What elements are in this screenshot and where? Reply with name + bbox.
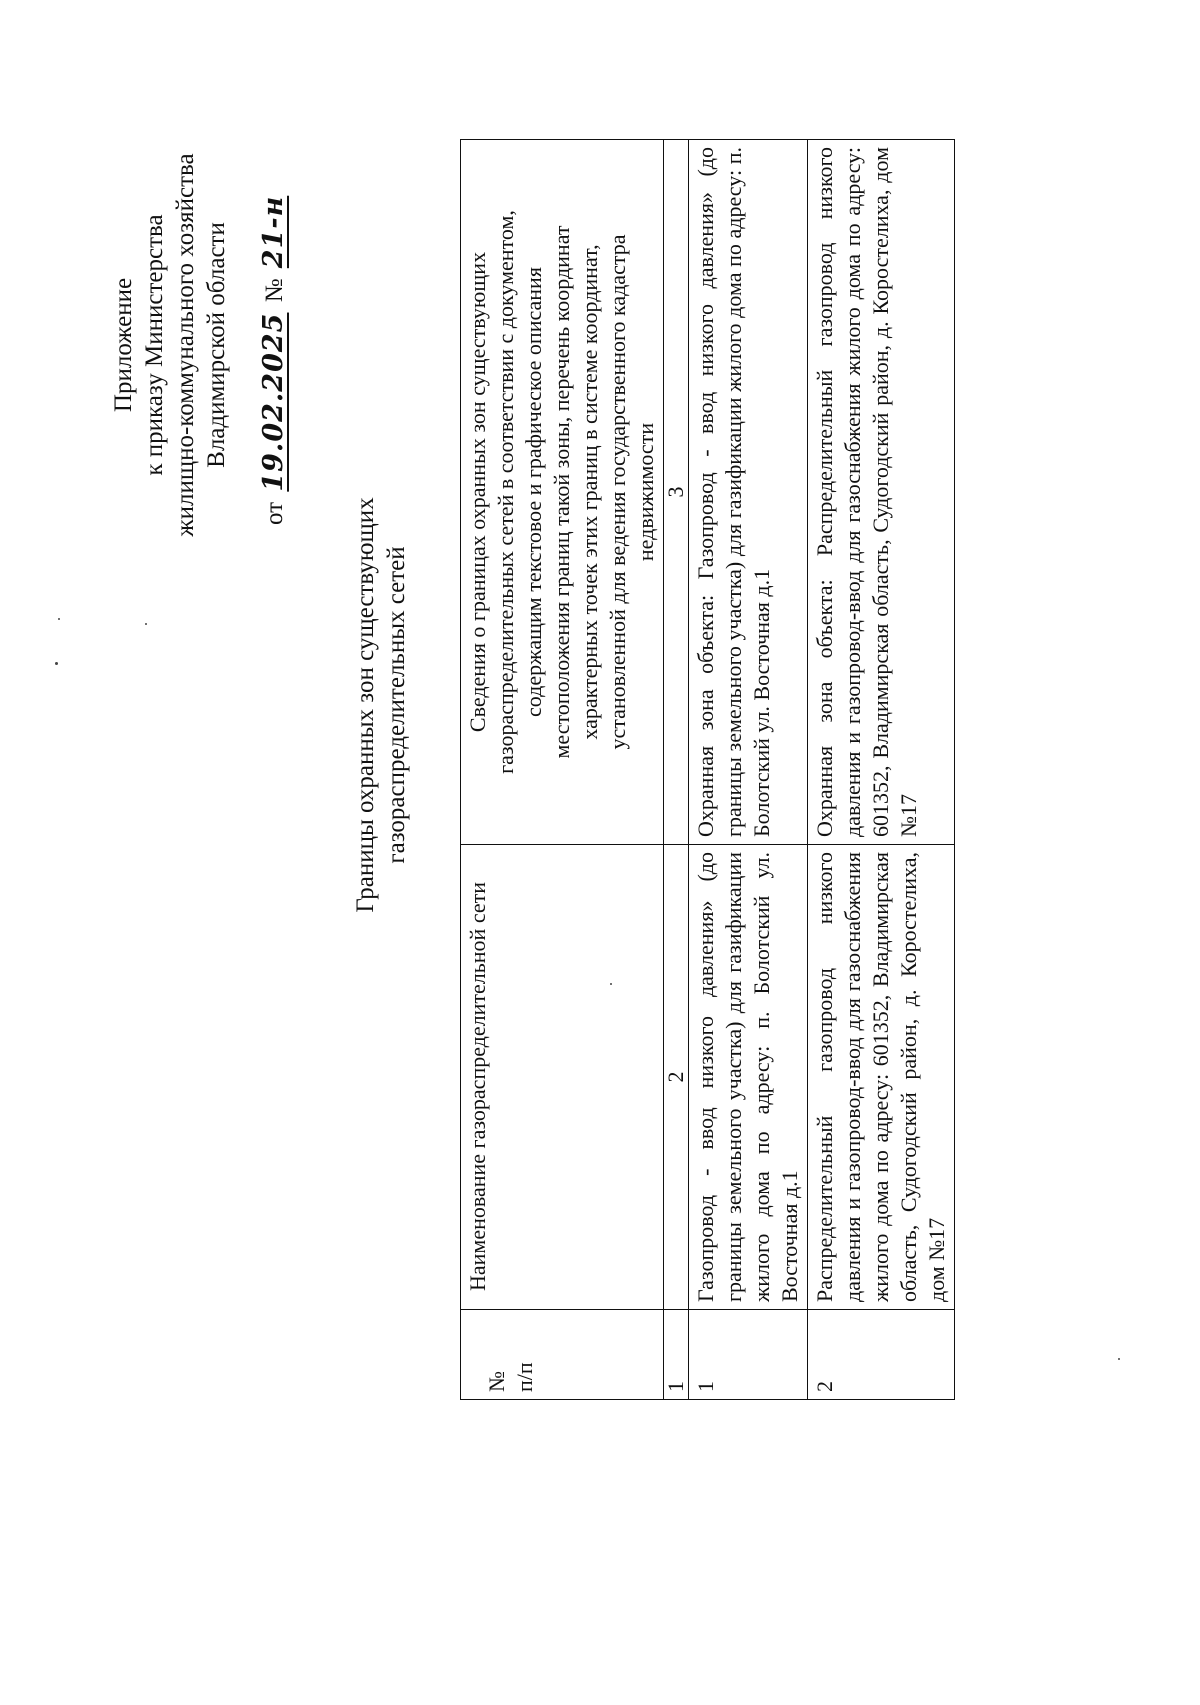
table-row: [808, 140, 955, 1400]
row-network-name: Газопровод - ввод низкого давления» (до границы земельного участка) для газификации жилого дома по адресу: п. Болотский ул. Восточная д.1: [689, 845, 808, 1310]
appendix-line: Владимирской области: [203, 222, 230, 468]
header-network-name: Наименование газораспределительной сети: [461, 845, 664, 1310]
table-row: [689, 140, 808, 1400]
order-number-sign: №: [261, 278, 288, 303]
appendix-line: к приказу Министерства: [141, 214, 168, 476]
row-zone-info: Охранная зона объекта: Газопровод - ввод низкого давления» (до границы земельного участка) для газификации жилого дома по адресу: п. Болотский ул. Восточная д.1: [689, 140, 808, 845]
header-info-line: содержащим текстовое и графическое описания: [521, 267, 546, 717]
header-info-line: газораспределительных сетей в соответствии с документом,: [493, 210, 518, 774]
appendix-block: [108, 145, 232, 545]
scan-speck: [610, 983, 612, 985]
header-info-line: местоположения границ такой зоны, перечень координат: [549, 225, 574, 759]
appendix-line: Приложение: [110, 277, 137, 413]
column-index: 2: [664, 845, 689, 1310]
scan-speck: [1118, 1358, 1120, 1360]
column-index-row: [664, 140, 689, 1400]
order-number-handwritten: 21-н: [258, 195, 289, 269]
order-reference: [258, 192, 289, 525]
row-zone-info: Охранная зона объекта: Распределительный газопровод низкого давления и газопровод-ввод для газоснабжения жилого дома по адресу: 601352, Владимирская область, Судогодский район, д. Коростелиха, дом №17: [808, 140, 955, 845]
scan-speck: [58, 618, 60, 620]
header-info-line: характерных точек этих границ в системе координат,: [577, 244, 602, 740]
appendix-line: жилищно-коммунального хозяйства: [172, 153, 199, 537]
row-network-name: Распределительный газопровод низкого давления и газопровод-ввод для газоснабжения жилого дома по адресу: 601352, Владимирская область, Судогодский район, д. Коростелиха, дом №17: [808, 845, 955, 1310]
header-number: [461, 1310, 664, 1400]
scan-speck: [145, 623, 147, 625]
order-prefix: от: [261, 501, 288, 525]
title-line: газораспределительных сетей: [383, 546, 410, 864]
header-zone-info: [461, 140, 664, 845]
header-info-line: недвижимости: [633, 422, 658, 562]
document-title: [350, 425, 412, 985]
header-number-line: п/п: [512, 1362, 537, 1392]
title-line: Границы охранных зон существующих: [352, 497, 379, 913]
header-number-line: №: [484, 1371, 509, 1392]
order-date-handwritten: 19.02.2025: [258, 312, 289, 492]
row-number: 2: [808, 1310, 955, 1400]
protection-zones-table: [460, 139, 955, 1400]
header-row: [461, 140, 664, 1400]
row-number: 1: [689, 1310, 808, 1400]
column-index: 1: [664, 1310, 689, 1400]
column-index: 3: [664, 140, 689, 845]
header-info-line: Сведения о границах охранных зон существующих: [465, 251, 490, 733]
header-info-line: установленной для ведения государственного кадастра: [605, 234, 630, 750]
scan-speck: [55, 662, 58, 665]
